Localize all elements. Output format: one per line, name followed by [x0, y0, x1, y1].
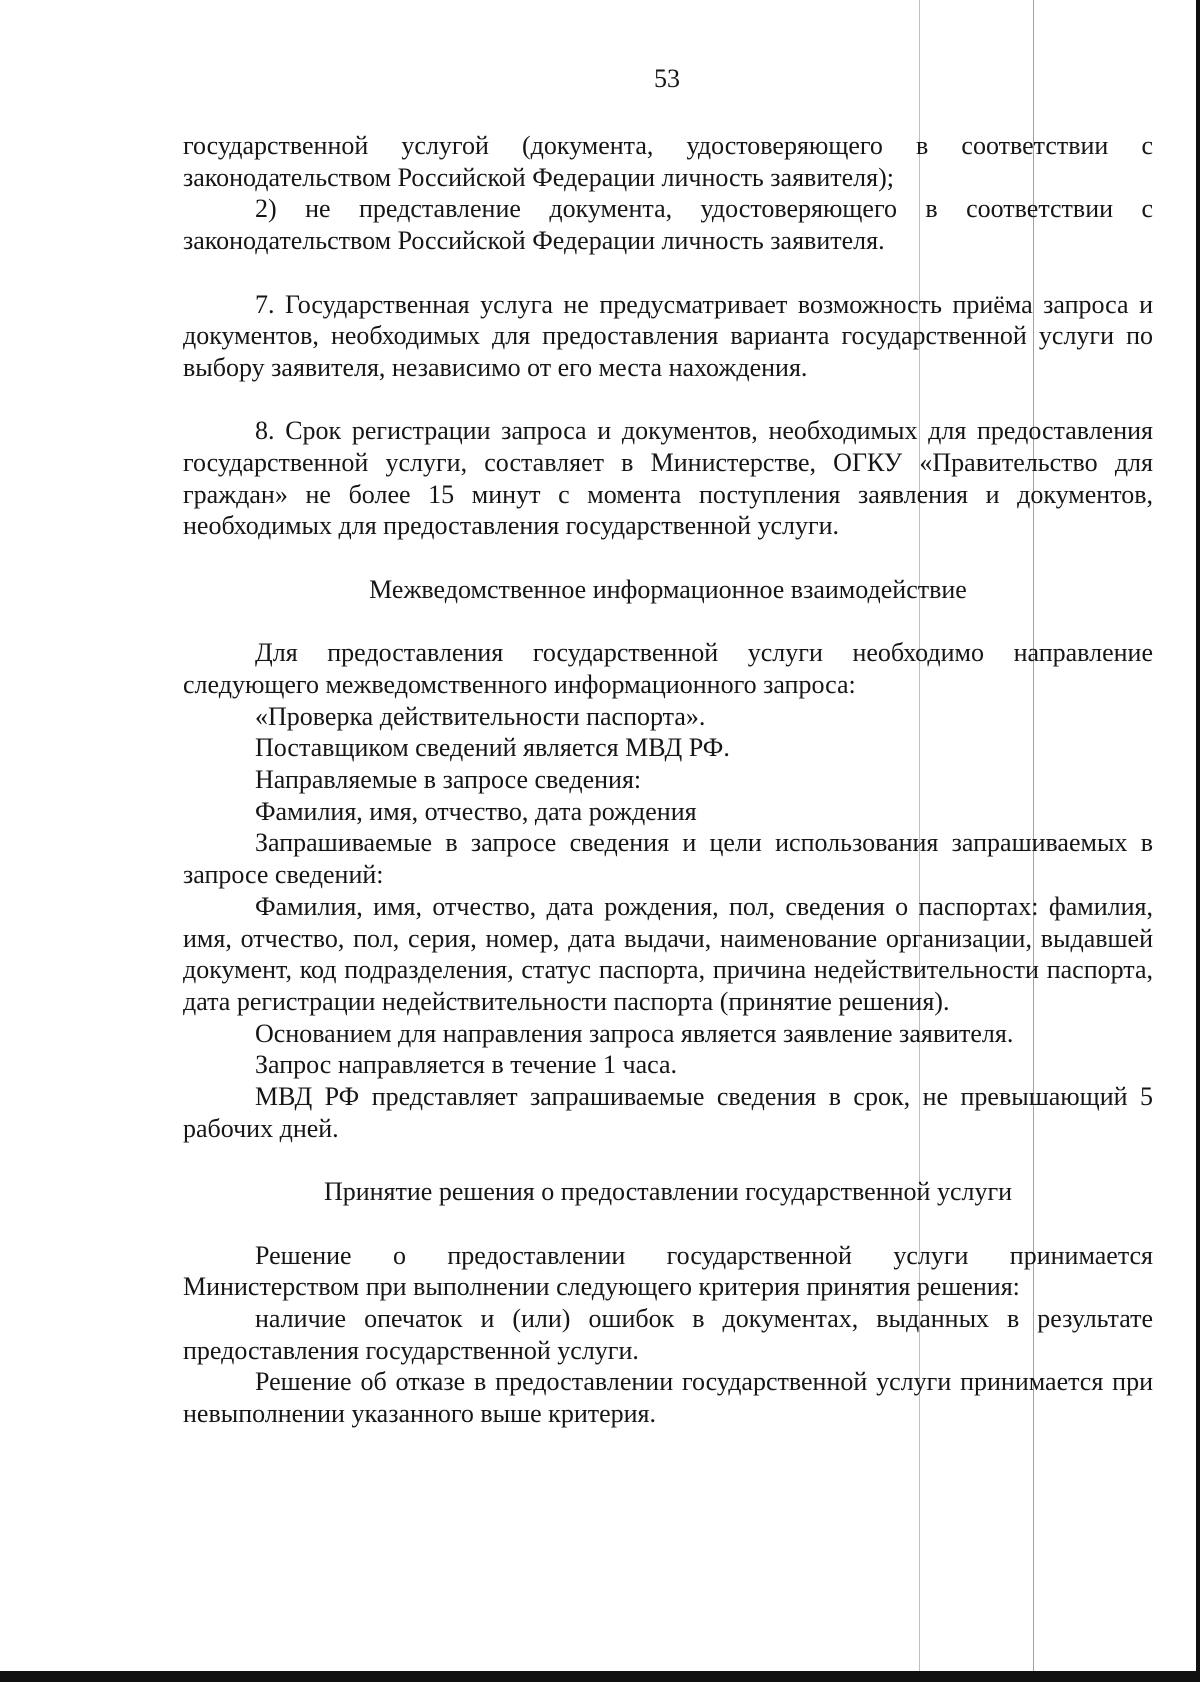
paragraph: Фамилия, имя, отчество, дата рождения, пол, сведения о паспортах: фамилия, имя, отчество, пол, серия, номер, дата выдачи, наименование организации, выдавшей документ, код подразделения, статус паспорта, причина недействительности паспорта, дата регистрации недействительности паспорта (принятие решения).	[183, 891, 1153, 1016]
page-number: 53	[654, 64, 680, 93]
paragraph: государственной услугой (документа, удостоверяющего в соответствии с законодательством Российской Федерации личность заявителя);	[183, 131, 1153, 192]
paragraph: наличие опечаток и (или) ошибок в документах, выданных в результате предоставления государственной услуги.	[183, 1303, 1153, 1365]
paragraph: Запрашиваемые в запросе сведения и цели использования запрашиваемых в запросе сведений:	[183, 828, 1153, 890]
paragraph-spacer	[183, 384, 1153, 416]
paragraph: 8. Срок регистрации запроса и документов, необходимых для предоставления государственной услуги, составляет в Министерстве, ОГКУ «Правительство для граждан» не более 15 минут с момента поступления заявления и документов, необходимых для предоставления государственной услуги.	[183, 416, 1153, 541]
paragraph: Запрос направляется в течение 1 часа.	[255, 1050, 678, 1080]
scan-border-right	[1196, 0, 1200, 1682]
paragraph: «Проверка действительности паспорта».	[255, 701, 706, 731]
paragraph: Решение о предоставлении государственной услуги принимается Министерством при выполнении следующего критерия принятия решения:	[183, 1240, 1153, 1302]
paragraph: 7. Государственная услуга не предусматривает возможность приёма запроса и документов, необходимых для предоставления варианта государственной услуги по выбору заявителя, независимо от его места нахождения.	[183, 289, 1153, 382]
paragraph-spacer	[183, 1144, 1153, 1176]
list-item: 2) не представление документа, удостоверяющего в соответствии с законодательством Российской Федерации личность заявителя.	[183, 194, 1153, 256]
paragraph: Фамилия, имя, отчество, дата рождения	[255, 796, 697, 826]
paragraph: Для предоставления государственной услуги необходимо направление следующего межведомственного информационного запроса:	[183, 638, 1153, 699]
scan-border-bottom	[0, 1671, 1200, 1682]
document-body	[183, 130, 1153, 1430]
paragraph-spacer	[183, 542, 1153, 574]
paragraph-spacer	[183, 606, 1153, 638]
paragraph: МВД РФ представляет запрашиваемые сведения в срок, не превышающий 5 рабочих дней.	[183, 1082, 1153, 1143]
paragraph-spacer	[183, 1208, 1153, 1240]
paragraph-spacer	[183, 257, 1153, 289]
section-heading: Принятие решения о предоставлении государственной услуги	[323, 1177, 1013, 1207]
paragraph: Поставщиком сведений является МВД РФ.	[255, 733, 730, 763]
paragraph: Решение об отказе в предоставлении государственной услуги принимается при невыполнении указанного выше критерия.	[183, 1367, 1153, 1429]
section-heading: Межведомственное информационное взаимодействие	[369, 574, 967, 604]
paragraph: Основанием для направления запроса является заявление заявителя.	[255, 1018, 1014, 1048]
paragraph: Направляемые в запросе сведения:	[255, 765, 642, 794]
